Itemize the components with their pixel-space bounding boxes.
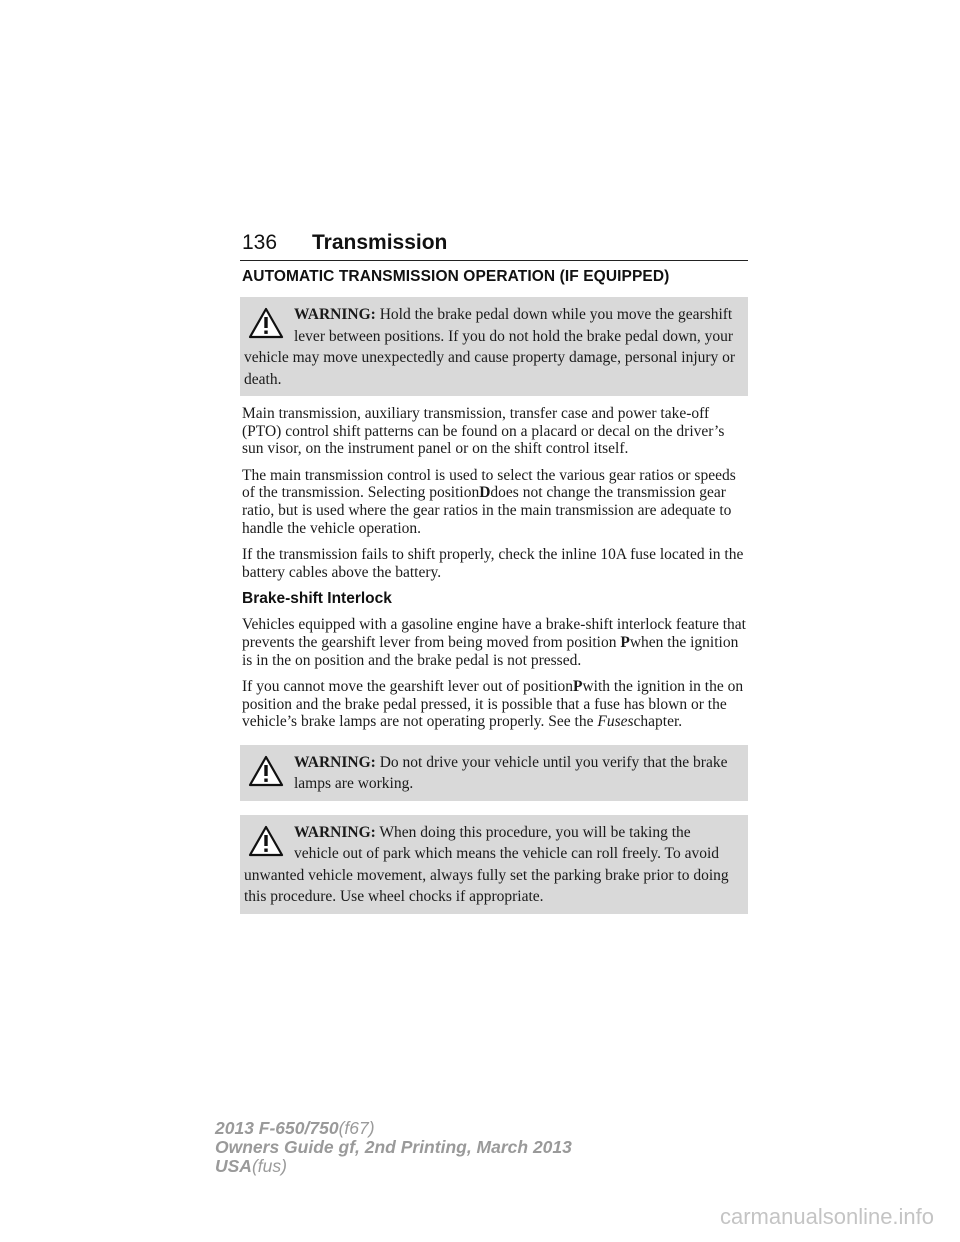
warning-label: WARNING: — [294, 753, 376, 771]
market-name: USA — [215, 1156, 252, 1176]
footer-line — [215, 1157, 572, 1176]
watermark: carmanualsonline.info — [720, 1204, 935, 1229]
paragraph — [242, 616, 748, 669]
model-name: 2013 F-650/750 — [215, 1118, 339, 1138]
paragraph: If the transmission fails to shift properly, check the inline 10A fuse located in the battery cables above the battery. — [242, 546, 744, 581]
chapter-reference: Fuses — [597, 713, 634, 731]
paragraph: Main transmission, auxiliary transmission, transfer case and power take-off (PTO) control shift patterns can be found on a placard or decal on the driver’s sun visor, on the instrument panel or on the shift control itself. — [242, 405, 725, 458]
model-code: (f67) — [338, 1118, 375, 1138]
gear-position: P — [620, 633, 630, 651]
warning-text: When doing this procedure, you will be taking the vehicle out of park which means the vehicle can roll freely. To avoid unwanted vehicle movement, always fully set the parking brake prior to doing this procedure. Use wheel chocks if appropriate. — [244, 823, 729, 906]
section-heading: AUTOMATIC TRANSMISSION OPERATION (IF EQUIPPED) — [242, 268, 670, 285]
warning-triangle-icon — [248, 755, 284, 787]
text-run: with the ignition in the on position and the brake pedal pressed, it is possible that a fuse has blown or the vehicle’s brake lamps are not operating properly. See the — [242, 678, 744, 731]
warning-box — [240, 297, 748, 396]
gear-position: D — [479, 484, 491, 502]
text-run: does not change the transmission gear ratio, but is used where the gear ratios in the main transmission are adequate to handle the vehicle operation. — [242, 484, 732, 537]
paragraph — [242, 467, 748, 537]
text-run: The main transmission control is used to select the various gear ratios or speeds of the transmission. Selecting position — [242, 466, 736, 502]
page-header — [240, 231, 748, 261]
gear-position: P — [573, 678, 583, 696]
header-rule — [240, 260, 748, 261]
warning-label: WARNING: — [294, 306, 376, 323]
text-run: If you cannot move the gearshift lever out of position — [242, 678, 574, 696]
warning-triangle-icon — [248, 825, 284, 857]
warning-triangle-icon — [248, 307, 284, 339]
subsection-heading: Brake-shift Interlock — [242, 590, 392, 608]
text-run: Vehicles equipped with a gasoline engine have a brake-shift interlock feature that prevents the gearshift lever from being moved from position — [242, 616, 746, 651]
warning-label: WARNING: — [294, 823, 376, 841]
warning-box — [240, 815, 748, 914]
footer-line — [215, 1119, 572, 1138]
warning-text: Do not drive your vehicle until you verify that the brake lamps are working. — [294, 753, 728, 793]
warning-box — [240, 745, 748, 801]
paragraph — [242, 678, 748, 731]
text-run: when the ignition is in the on position and the brake pedal is not pressed. — [242, 633, 739, 669]
page-number: 136 — [242, 231, 278, 254]
warning-text: Hold the brake pedal down while you move the gearshift lever between positions. If you do not hold the brake pedal down, your vehicle may move unexpectedly and cause property damage, personal injury or death. — [244, 306, 736, 388]
market-code: (fus) — [251, 1156, 287, 1176]
print-footer — [215, 1119, 572, 1176]
text-run: chapter. — [633, 713, 683, 731]
chapter-title: Transmission — [312, 231, 448, 254]
footer-line: Owners Guide gf, 2nd Printing, March 2013 — [215, 1137, 572, 1157]
page-content — [242, 268, 748, 923]
